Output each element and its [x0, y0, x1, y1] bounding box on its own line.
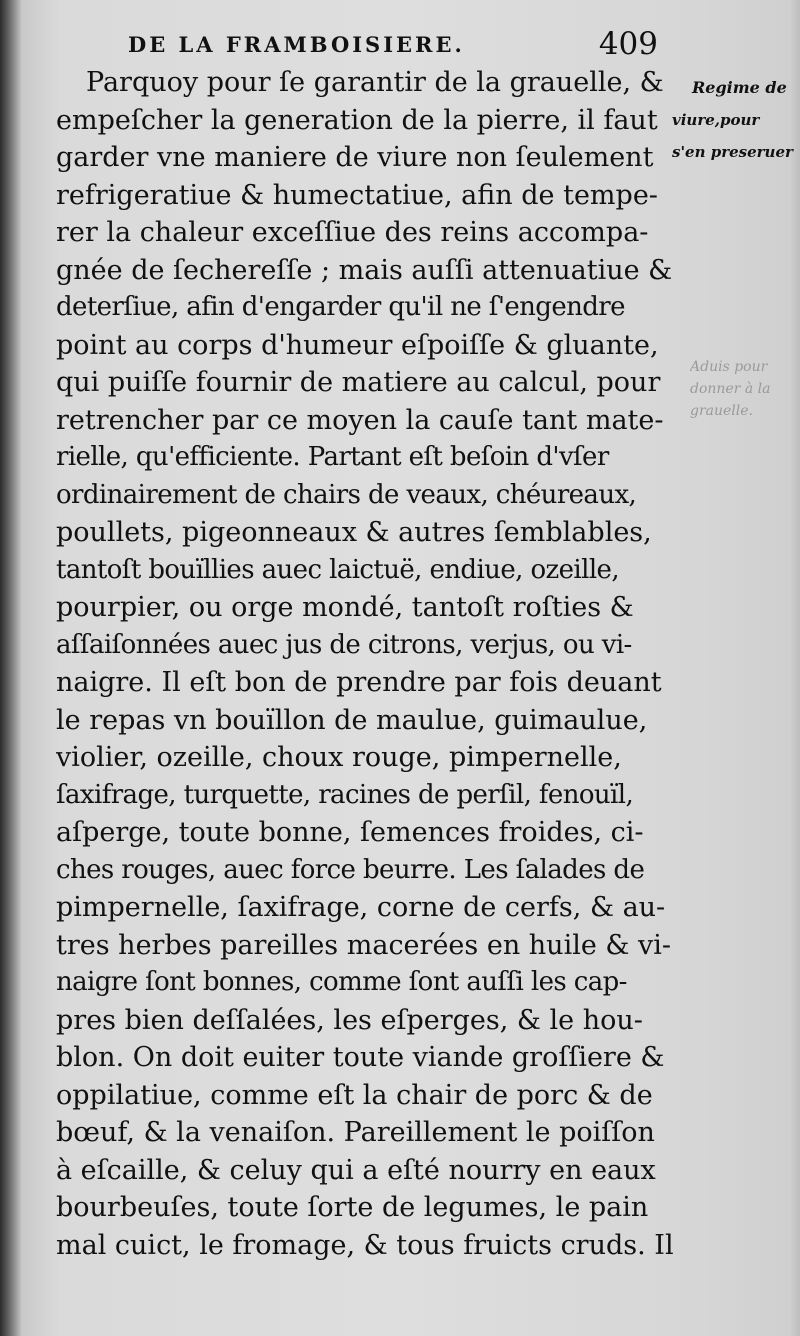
text-line: mal cuict, le fromage, & tous fruicts cruds. Il: [56, 1229, 674, 1261]
text-line: violier, ozeille, choux rouge, pimpernelle,: [56, 742, 622, 773]
body-text: [56, 64, 686, 1264]
text-line: pres bien deſſalées, les eſperges, & le hou-: [56, 1004, 643, 1036]
running-head: DE LA FRAMBOISIERE.: [128, 32, 465, 57]
text-line: gnée de ſechereſſe ; mais auſſi attenuatiue &: [56, 254, 673, 286]
text-line: bourbeuſes, toute ſorte de legumes, le pain: [56, 1192, 649, 1223]
text-line: tantoſt bouïllies auec laictuë, endiue, ozeille,: [56, 554, 619, 585]
page-header: [128, 26, 658, 62]
text-line: naigre. Il eſt bon de prendre par fois deuant: [56, 667, 662, 698]
text-line: Parquoy pour ſe garantir de la grauelle, &: [86, 67, 664, 98]
text-line: aſperge, toute bonne, ſemences froides, ci-: [56, 817, 644, 848]
text-line: aſſaiſonnées auec jus de citrons, verjus, ou vi-: [56, 629, 632, 660]
text-line: tres herbes pareilles macerées en huile & vi-: [56, 929, 672, 961]
text-line: retrencher par ce moyen la cauſe tant mate-: [56, 404, 664, 436]
text-line: deterſiue, afin d'engarder qu'il ne ſ'engendre: [56, 292, 625, 322]
text-line: ches rouges, auec force beurre. Les ſalades de: [56, 854, 645, 885]
text-line: pimpernelle, ſaxifrage, corne de cerfs, & au-: [56, 892, 666, 923]
text-line: empeſcher la generation de la pierre, il faut: [56, 104, 658, 136]
page-number: 409: [598, 26, 658, 62]
text-line: garder vne maniere de viure non ſeulement: [56, 142, 654, 173]
text-line: poullets, pigeonneaux & autres ſemblables,: [56, 517, 652, 548]
marginal-note-line: viure,pour: [672, 111, 760, 129]
bleed-through-note: [690, 356, 800, 422]
text-line: pourpier, ou orge mondé, tantoſt roſties &: [56, 592, 634, 623]
text-line: à eſcaille, & celuy qui a eſté nourry en eaux: [56, 1154, 656, 1186]
text-line: rielle, qu'efficiente. Partant eſt beſoin d'vſer: [56, 442, 609, 472]
text-line: point au corps d'humeur eſpoiſſe & gluante,: [56, 329, 659, 361]
bleed-through-line: Aduis pour: [690, 359, 768, 375]
text-line: ſaxifrage, turquette, racines de perſil, fenouïl,: [56, 779, 634, 810]
text-line: refrigeratiue & humectatiue, afin de tempe-: [56, 179, 658, 211]
bleed-through-line: donner à la: [690, 381, 771, 397]
bleed-through-line: grauelle.: [690, 403, 753, 419]
text-line: rer la chaleur exceſſiue des reins accompa-: [56, 217, 649, 248]
marginal-note: [672, 72, 800, 168]
text-line: oppilatiue, comme eſt la chair de porc & de: [56, 1079, 653, 1111]
text-line: ordinairement de chairs de veaux, chéureaux,: [56, 479, 637, 510]
text-line: bœuf, & la venaiſon. Pareillement le poiſſon: [56, 1117, 655, 1148]
text-line: naigre ſont bonnes, comme ſont auſſi les cap-: [56, 967, 627, 997]
text-line: le repas vn bouïllon de maulue, guimaulue,: [56, 704, 648, 736]
marginal-note-line: s'en preseruer: [672, 143, 793, 161]
text-line: qui puiſſe fournir de matiere au calcul, pour: [56, 367, 661, 398]
marginal-note-line: Regime de: [692, 78, 787, 97]
text-line: blon. On doit euiter toute viande groſſiere &: [56, 1042, 665, 1073]
